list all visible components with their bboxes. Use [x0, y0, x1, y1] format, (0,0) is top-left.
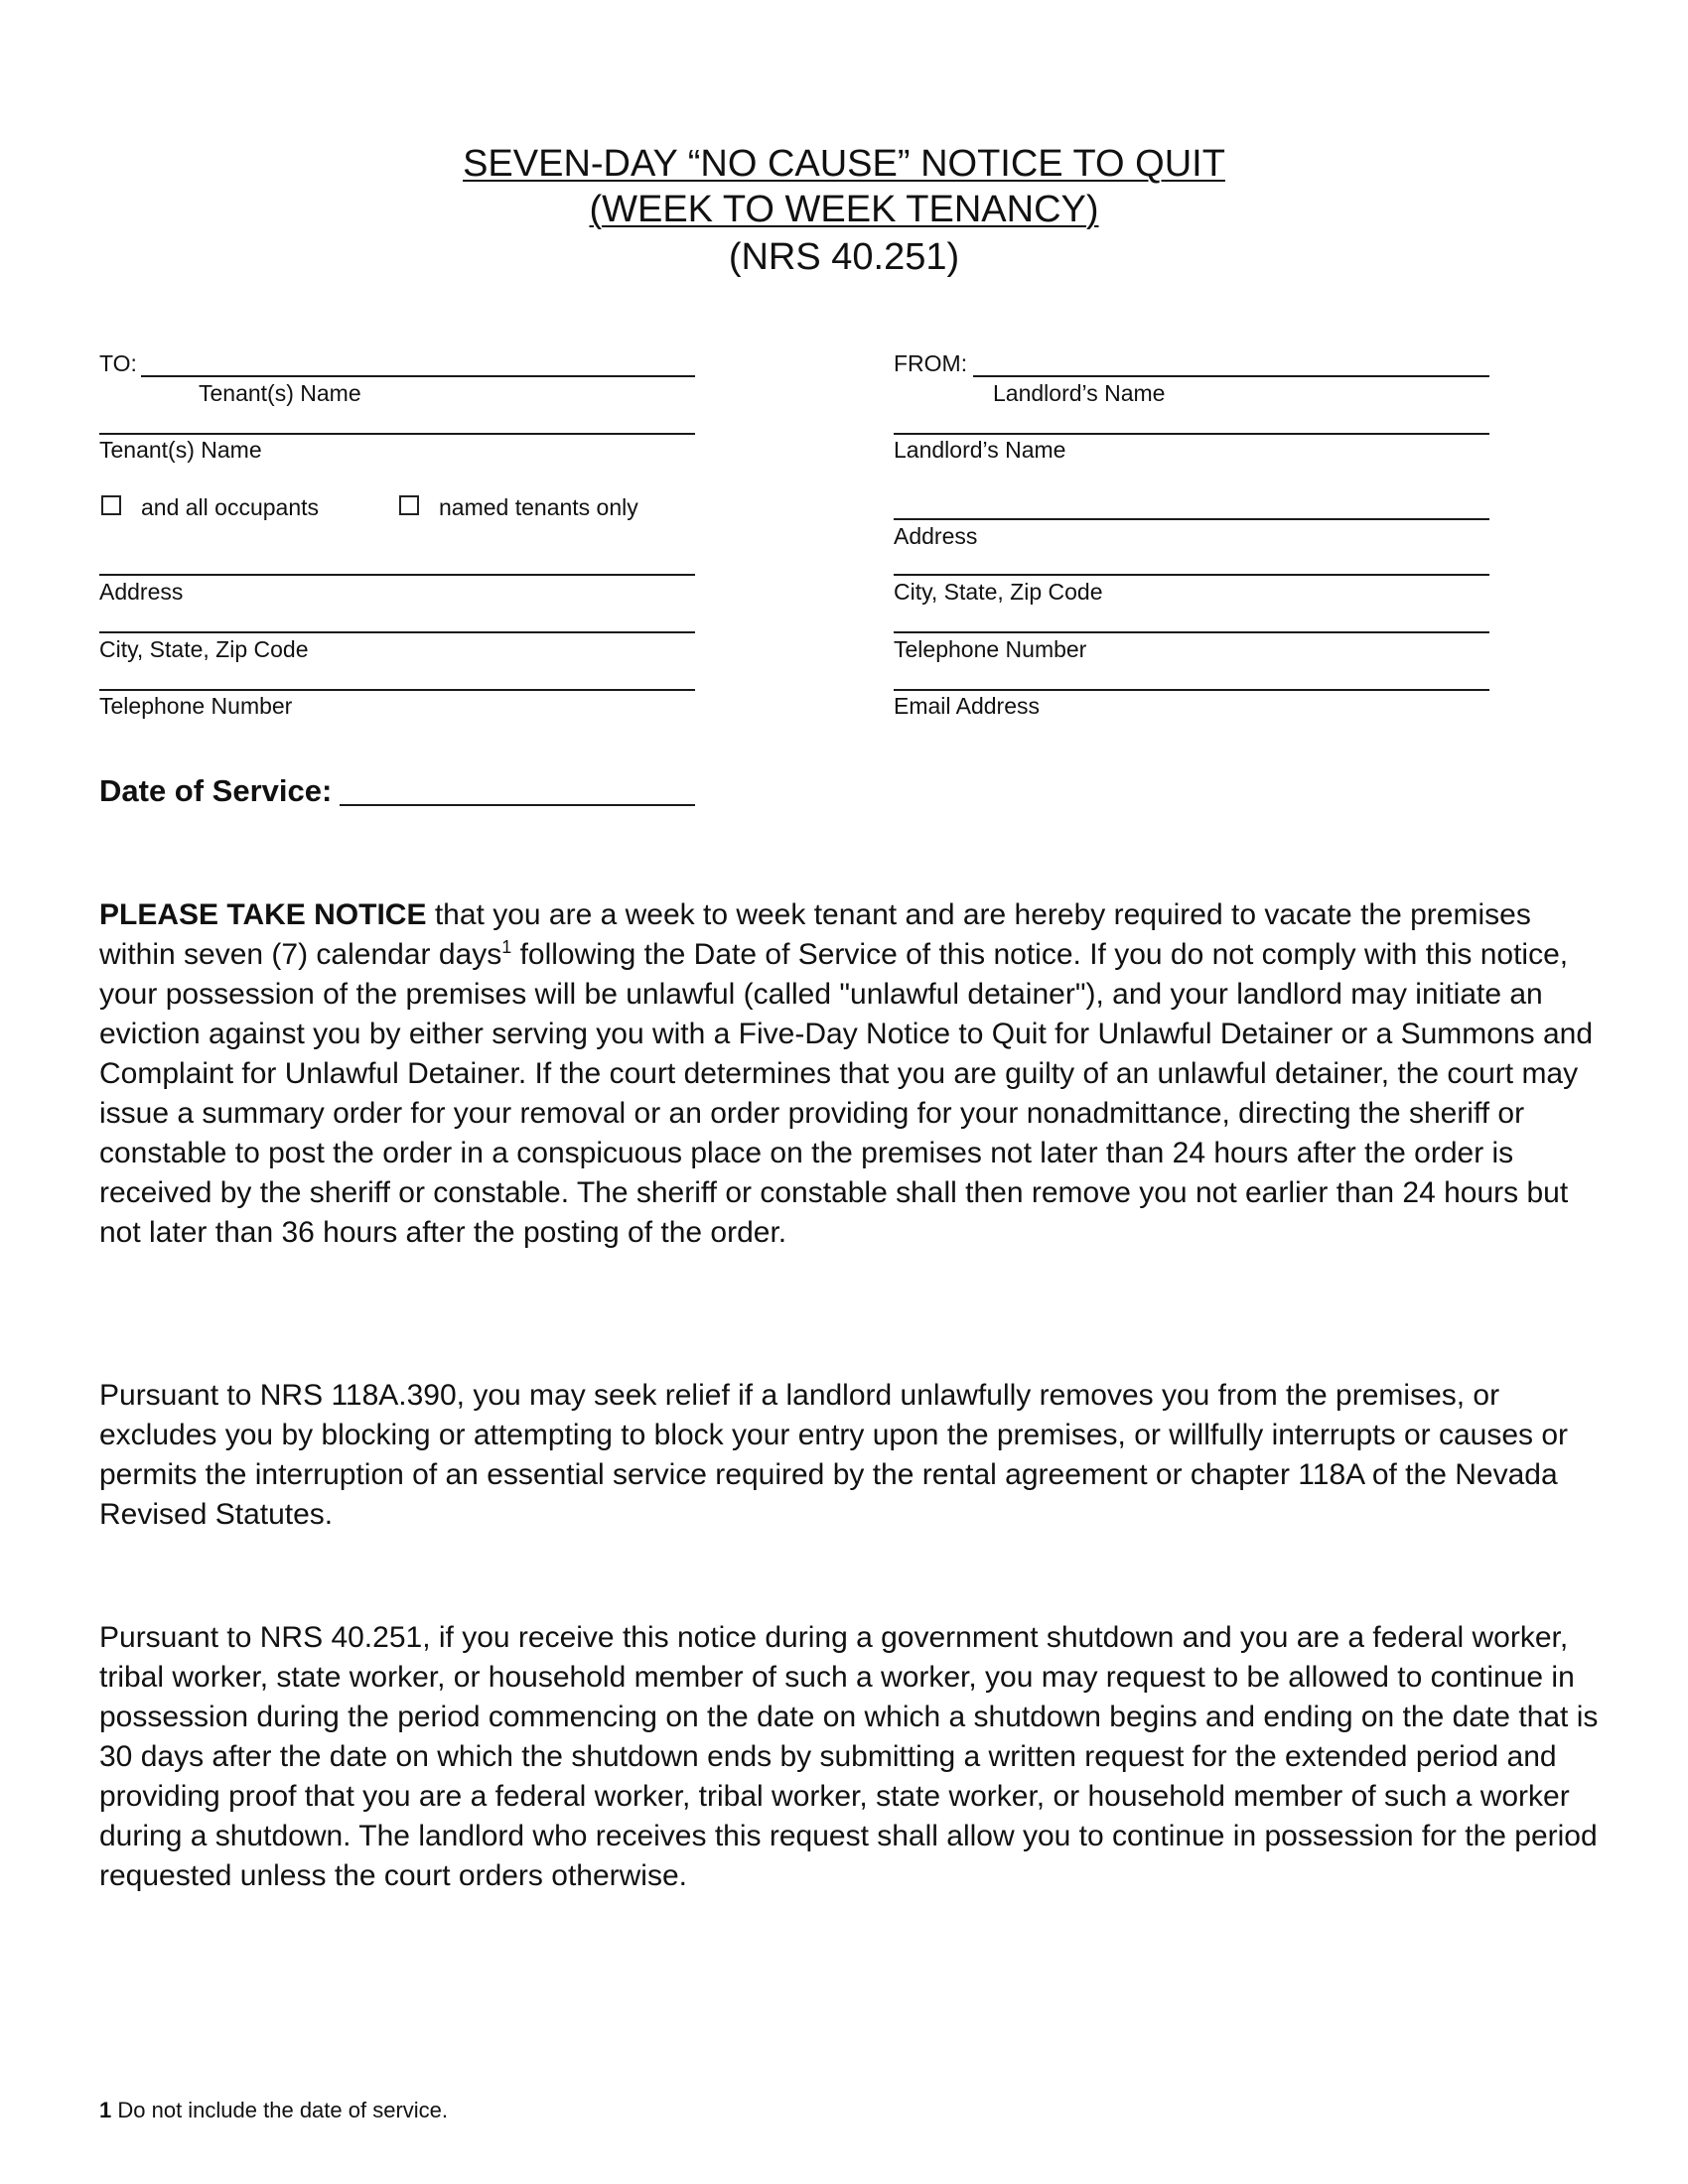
to-label: TO: — [99, 350, 137, 376]
landlord-name-label-1: Landlord’s Name — [993, 380, 1166, 406]
footnote-text: Do not include the date of service. — [111, 2098, 449, 2122]
shutdown-paragraph: Pursuant to NRS 40.251, if you receive this notice during a government shutdown and you are a federal worker, tribal worker, state worker, or household member of such a worker, you may request to be allowed to continue in possession during the period commencing on the date on which a shutdown begins and ending on the date that is 30 days after the date on which the shutdown ends by submitting a written request for the extended period and providing proof that you are a federal worker, tribal worker, state worker, or household member of such a worker during a shutdown. The landlord who receives this request shall allow you to continue in possession for the period requested unless the court orders otherwise. — [99, 1621, 1599, 1892]
tenant-address-label: Address — [99, 579, 184, 605]
named-tenants-only-checkbox[interactable] — [399, 495, 419, 515]
landlord-email-line[interactable] — [894, 689, 1489, 691]
date-of-service-line[interactable] — [340, 804, 695, 806]
footnote — [99, 2097, 448, 2124]
footnote-reference: 1 — [501, 937, 512, 957]
tenant-phone-label: Telephone Number — [99, 693, 293, 719]
landlord-city-label: City, State, Zip Code — [894, 579, 1103, 605]
document-title-line3: (NRS 40.251) — [728, 236, 960, 278]
document-title-line1: SEVEN-DAY “NO CAUSE” NOTICE TO QUIT — [463, 143, 1225, 185]
tenant-address-line[interactable] — [99, 574, 695, 576]
notice-text-part2: following the Date of Service of this notice. If you do not comply with this notice, your possession of the premises will be unlawful (called "unlawful detainer"), and your landlord may initiate an eviction against you by either serving you with a Five-Day Notice to Quit for Unlawful Detainer or a Summons and Complaint for Unlawful Detainer. If the court determines that you are guilty of an unlawful detainer, the court may issue a summary order for your removal or an order providing for your nonadmittance, directing the sheriff or constable to post the order in a conspicuous place on the premises not later than 24 hours after the order is received by the sheriff or constable. The sheriff or constable shall then remove you not earlier than 24 hours but not later than 36 hours after the posting of the order. — [99, 938, 1594, 1249]
landlord-address-line[interactable] — [894, 518, 1489, 520]
all-occupants-label: and all occupants — [141, 494, 320, 520]
tenant-name-label-1: Tenant(s) Name — [199, 380, 361, 406]
tenant-name-line-1[interactable] — [141, 375, 695, 377]
relief-paragraph: Pursuant to NRS 118A.390, you may seek relief if a landlord unlawfully removes you from the premises, or excludes you by blocking or attempting to block your entry upon the premises, or willfully interrupts or causes or permits the interruption of an essential service required by the rental agreement or chapter 118A of the Nevada Revised Statutes. — [99, 1379, 1569, 1531]
landlord-email-label: Email Address — [894, 693, 1041, 719]
landlord-city-line[interactable] — [894, 574, 1489, 576]
all-occupants-checkbox[interactable] — [101, 495, 121, 515]
document-title-line2: (WEEK TO WEEK TENANCY) — [589, 189, 1099, 230]
from-label: FROM: — [894, 350, 968, 376]
notice-paragraph — [99, 895, 1599, 1253]
tenant-city-label: City, State, Zip Code — [99, 636, 309, 662]
notice-text-part1: that you are a week to week tenant and are hereby required to vacate the premises within seven (7) calendar days — [99, 898, 1531, 971]
date-of-service-label: Date of Service: — [99, 773, 333, 808]
tenant-phone-line[interactable] — [99, 689, 695, 691]
tenant-name-line-2[interactable] — [99, 433, 695, 435]
landlord-name-label-2: Landlord’s Name — [894, 437, 1066, 463]
landlord-phone-line[interactable] — [894, 631, 1489, 633]
landlord-address-label: Address — [894, 523, 978, 549]
named-tenants-only-label: named tenants only — [439, 494, 638, 520]
footnote-number: 1 — [99, 2098, 112, 2122]
landlord-phone-label: Telephone Number — [894, 636, 1087, 662]
landlord-name-line-2[interactable] — [894, 433, 1489, 435]
tenant-name-label-2: Tenant(s) Name — [99, 437, 262, 463]
landlord-name-line-1[interactable] — [973, 375, 1489, 377]
tenant-city-line[interactable] — [99, 631, 695, 633]
please-take-notice-lead: PLEASE TAKE NOTICE — [99, 898, 427, 931]
